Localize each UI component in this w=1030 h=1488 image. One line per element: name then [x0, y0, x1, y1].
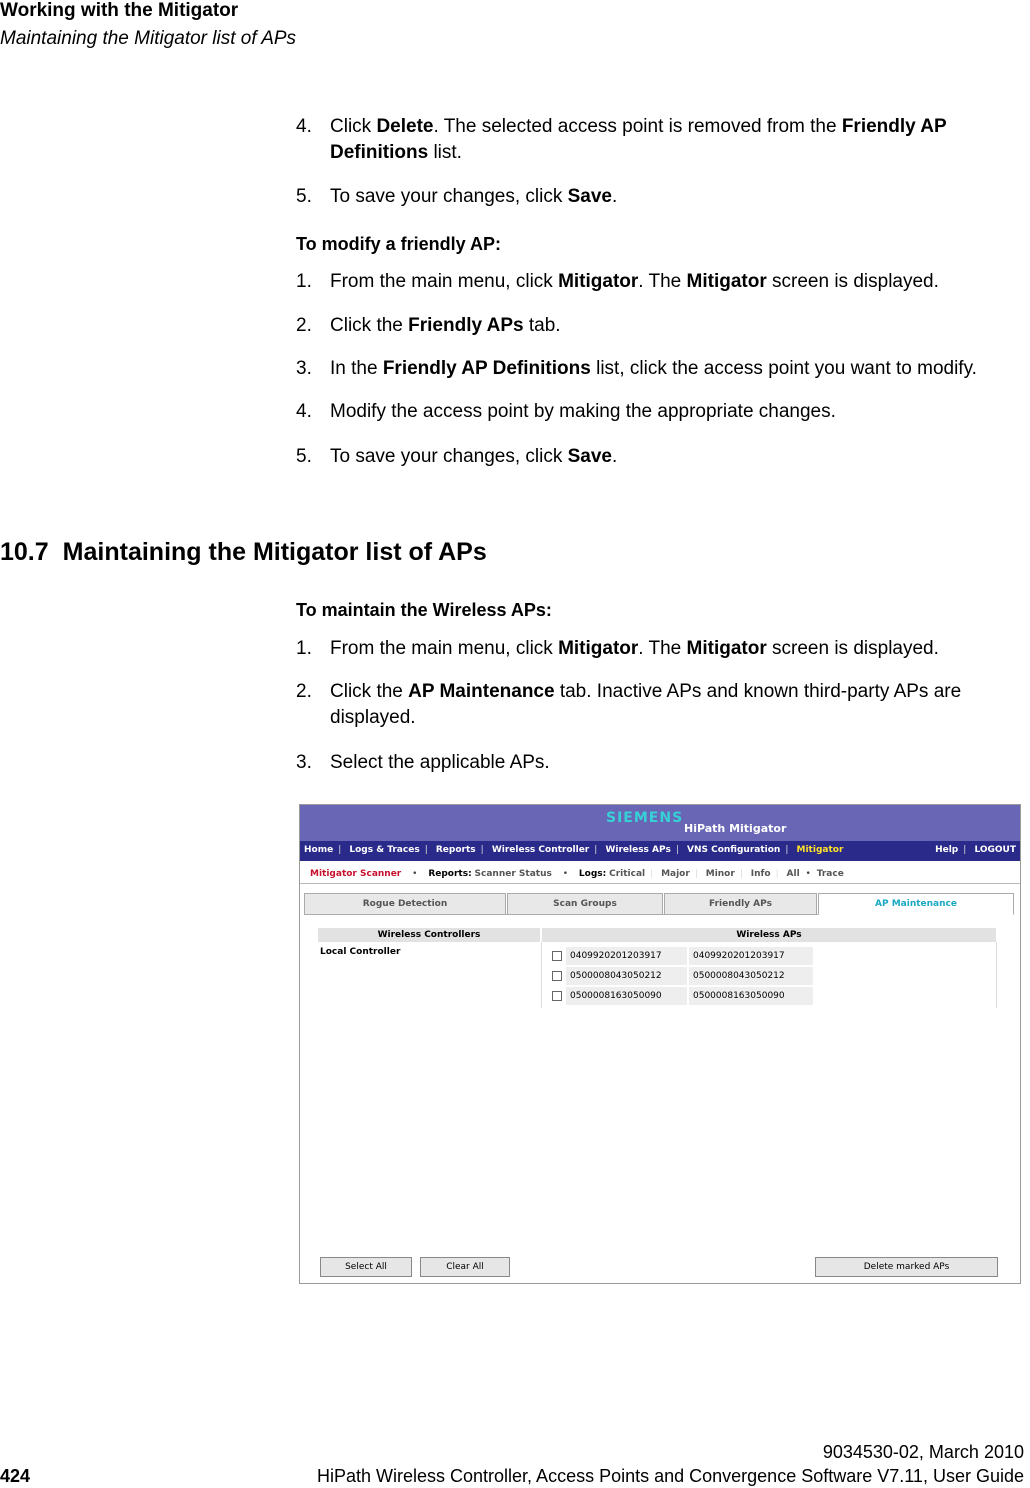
tab-rogue-detection[interactable]: Rogue Detection: [304, 893, 506, 915]
step-a-5: 5. To save your changes, click Save.: [296, 186, 618, 207]
table-right-border: [996, 942, 997, 1008]
sub-nav: Mitigator Scanner • Reports: Scanner Status • Logs: Critical | Major | Minor | Info | All • Trace: [310, 869, 844, 879]
ap-serial: 0500008163050090: [566, 987, 687, 1005]
subnav-log-critical[interactable]: Critical: [609, 869, 646, 879]
nav-vns-configuration[interactable]: VNS Configuration: [687, 845, 781, 855]
subnav-log-minor[interactable]: Minor: [705, 869, 735, 879]
subnav-log-info[interactable]: Info: [750, 869, 771, 879]
ap-name: 0500008043050212: [689, 967, 813, 985]
subnav-mitigator-scanner[interactable]: Mitigator Scanner: [310, 869, 402, 879]
subnav-trace[interactable]: Trace: [816, 869, 844, 879]
step-a-4: 4. Click Delete. The selected access point is removed from the Friendly AP: [296, 116, 947, 137]
subnav-reports-label: Reports:: [428, 869, 472, 879]
nav-wireless-aps[interactable]: Wireless APs: [605, 845, 671, 855]
clear-all-button[interactable]: Clear All: [420, 1257, 510, 1277]
select-all-button[interactable]: Select All: [320, 1257, 412, 1277]
page-number: 424: [0, 1466, 31, 1486]
modify-step-3: 3. In the Friendly AP Definitions list, click the access point you want to modify.: [296, 358, 977, 379]
banner: [300, 805, 1020, 841]
modify-step-2: 2. Click the Friendly APs tab.: [296, 315, 561, 336]
controller-name: Local Controller: [320, 947, 401, 957]
maintain-step-1: 1. From the main menu, click Mitigator. The Mitigator screen is displayed.: [296, 638, 939, 659]
delete-marked-aps-button[interactable]: Delete marked APs: [815, 1257, 998, 1277]
subnav-logs-label: Logs:: [578, 869, 607, 879]
product-name: HiPath Mitigator: [684, 822, 787, 835]
ap-checkbox[interactable]: [552, 991, 562, 1001]
mitigator-screenshot: [299, 804, 1021, 1284]
col-wireless-aps: Wireless APs: [542, 928, 996, 942]
main-nav: Home | Logs & Traces | Reports | Wireless Controller | Wireless APs | VNS Configuration | Mitigator Help | LOGOUT: [300, 841, 1020, 861]
col-wireless-controllers: Wireless Controllers: [318, 928, 540, 942]
subnav-scanner-status[interactable]: Scanner Status: [474, 869, 552, 879]
modify-step-5: 5. To save your changes, click Save.: [296, 446, 618, 467]
step-a-4-line2: Definitions list.: [330, 142, 462, 163]
nav-logs-traces[interactable]: Logs & Traces: [349, 845, 420, 855]
nav-logout[interactable]: LOGOUT: [974, 845, 1016, 855]
nav-wireless-controller[interactable]: Wireless Controller: [491, 845, 590, 855]
modify-step-1: 1. From the main menu, click Mitigator. The Mitigator screen is displayed.: [296, 271, 939, 292]
modify-step-4: 4. Modify the access point by making the appropriate changes.: [296, 401, 836, 422]
section-subtitle: Maintaining the Mitigator list of APs: [0, 28, 297, 49]
maintain-step-3: 3. Select the applicable APs.: [296, 752, 550, 773]
ap-checkbox[interactable]: [552, 971, 562, 981]
subnav-divider: [300, 883, 1020, 884]
nav-mitigator[interactable]: Mitigator: [796, 845, 844, 855]
tab-friendly-aps[interactable]: Friendly APs: [664, 893, 817, 915]
maintain-step-2: 2. Click the AP Maintenance tab. Inactive APs and known third-party APs are: [296, 681, 962, 702]
subnav-log-all[interactable]: All: [786, 869, 800, 879]
modify-heading: To modify a friendly AP:: [296, 234, 502, 254]
ap-serial: 0500008043050212: [566, 967, 687, 985]
column-divider: [541, 942, 542, 1008]
footer-doc-id: 9034530-02, March 2010: [822, 1442, 1024, 1462]
siemens-logo: SIEMENS: [606, 810, 684, 826]
tab-scan-groups[interactable]: Scan Groups: [507, 893, 663, 915]
subnav-log-major[interactable]: Major: [661, 869, 690, 879]
ap-checkbox[interactable]: [552, 951, 562, 961]
maintain-step-2-line2: displayed.: [330, 707, 416, 728]
chapter-title: Working with the Mitigator: [0, 0, 239, 21]
ap-name: 0500008163050090: [689, 987, 813, 1005]
maintain-heading: To maintain the Wireless APs:: [296, 600, 552, 620]
nav-home[interactable]: Home: [304, 845, 334, 855]
ap-name: 0409920201203917: [689, 947, 813, 965]
ap-serial: 0409920201203917: [566, 947, 687, 965]
nav-reports[interactable]: Reports: [435, 845, 476, 855]
nav-help[interactable]: Help: [935, 845, 959, 855]
footer-title: HiPath Wireless Controller, Access Points and Convergence Software V7.11, User Guide: [316, 1466, 1024, 1486]
section-heading: 10.7 Maintaining the Mitigator list of APs: [0, 538, 487, 566]
tab-ap-maintenance[interactable]: AP Maintenance: [818, 893, 1014, 915]
